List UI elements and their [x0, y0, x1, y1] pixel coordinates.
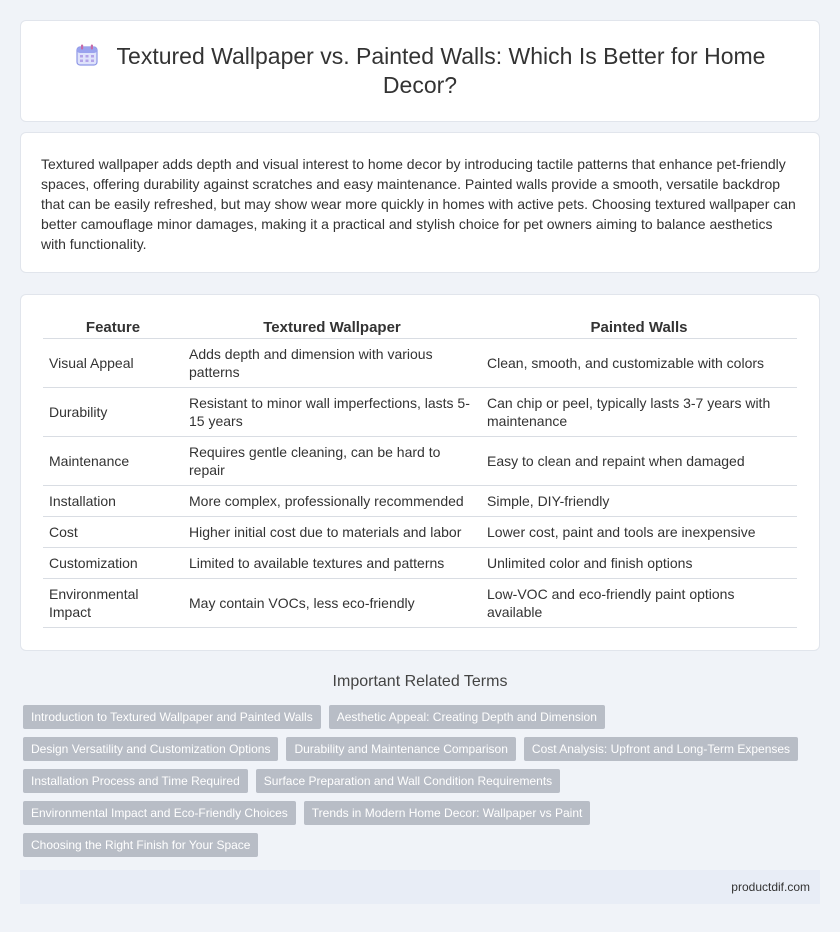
- page-title: [61, 42, 779, 100]
- table-header-row: [43, 315, 797, 339]
- related-term-tag[interactable]: Environmental Impact and Eco-Friendly Choices: [23, 801, 296, 825]
- related-term-tag[interactable]: Surface Preparation and Wall Condition Requirements: [256, 769, 560, 793]
- column-header-painted-walls: Painted Walls: [481, 315, 797, 339]
- table-cell-feature: Durability: [43, 388, 183, 437]
- table-cell-paint: Easy to clean and repaint when damaged: [481, 437, 797, 486]
- table-cell-feature: Environmental Impact: [43, 579, 183, 628]
- footer-site-link[interactable]: productdif.com: [731, 880, 810, 894]
- table-row: [43, 437, 797, 486]
- related-term-tag[interactable]: Durability and Maintenance Comparison: [286, 737, 515, 761]
- header-card: [20, 20, 820, 122]
- table-cell-feature: Customization: [43, 548, 183, 579]
- table-cell-paint: Lower cost, paint and tools are inexpensive: [481, 517, 797, 548]
- related-terms-list: [23, 705, 820, 857]
- table-cell-paint: Low-VOC and eco-friendly paint options available: [481, 579, 797, 628]
- related-term-tag[interactable]: Trends in Modern Home Decor: Wallpaper vs Paint: [304, 801, 591, 825]
- calendar-icon: [75, 43, 99, 67]
- table-cell-feature: Installation: [43, 486, 183, 517]
- table-row: [43, 388, 797, 437]
- table-row: [43, 486, 797, 517]
- table-cell-wallpaper: More complex, professionally recommended: [183, 486, 481, 517]
- table-cell-feature: Visual Appeal: [43, 339, 183, 388]
- related-term-tag[interactable]: Cost Analysis: Upfront and Long-Term Expenses: [524, 737, 798, 761]
- table-cell-wallpaper: May contain VOCs, less eco-friendly: [183, 579, 481, 628]
- comparison-table: [43, 315, 797, 628]
- table-cell-wallpaper: Requires gentle cleaning, can be hard to repair: [183, 437, 481, 486]
- table-cell-feature: Cost: [43, 517, 183, 548]
- related-term-tag[interactable]: Introduction to Textured Wallpaper and Painted Walls: [23, 705, 321, 729]
- footer: [20, 870, 820, 904]
- column-header-textured-wallpaper: Textured Wallpaper: [183, 315, 481, 339]
- table-cell-paint: Clean, smooth, and customizable with colors: [481, 339, 797, 388]
- table-cell-wallpaper: Adds depth and dimension with various patterns: [183, 339, 481, 388]
- related-term-tag[interactable]: Choosing the Right Finish for Your Space: [23, 833, 258, 857]
- table-row: [43, 579, 797, 628]
- table-cell-paint: Simple, DIY-friendly: [481, 486, 797, 517]
- table-row: [43, 548, 797, 579]
- intro-card: [20, 132, 820, 273]
- page-title-text: Textured Wallpaper vs. Painted Walls: Which Is Better for Home Decor?: [116, 43, 766, 98]
- column-header-feature: Feature: [43, 315, 183, 339]
- related-terms-title: Important Related Terms: [332, 673, 508, 690]
- related-term-tag[interactable]: Aesthetic Appeal: Creating Depth and Dimension: [329, 705, 605, 729]
- table-row: [43, 517, 797, 548]
- related-term-tag[interactable]: Design Versatility and Customization Options: [23, 737, 278, 761]
- table-cell-wallpaper: Limited to available textures and patterns: [183, 548, 481, 579]
- table-row: [43, 339, 797, 388]
- table-cell-paint: Unlimited color and finish options: [481, 548, 797, 579]
- table-cell-paint: Can chip or peel, typically lasts 3-7 years with maintenance: [481, 388, 797, 437]
- comparison-table-card: [20, 294, 820, 651]
- intro-paragraph: Textured wallpaper adds depth and visual interest to home decor by introducing tactile patterns that enhance pet-friendly spaces, offering durability against scratches and easy maintenance. Painted walls provide a smooth, versatile backdrop that can be easily refreshed, but may show wear more quickly in homes with active pets. Choosing textured wallpaper can better camouflage minor damages, making it a practical and stylish choice for pet owners aiming to balance aesthetics with functionality.: [41, 156, 796, 252]
- table-cell-wallpaper: Higher initial cost due to materials and labor: [183, 517, 481, 548]
- table-cell-feature: Maintenance: [43, 437, 183, 486]
- related-term-tag[interactable]: Installation Process and Time Required: [23, 769, 248, 793]
- table-cell-wallpaper: Resistant to minor wall imperfections, lasts 5-15 years: [183, 388, 481, 437]
